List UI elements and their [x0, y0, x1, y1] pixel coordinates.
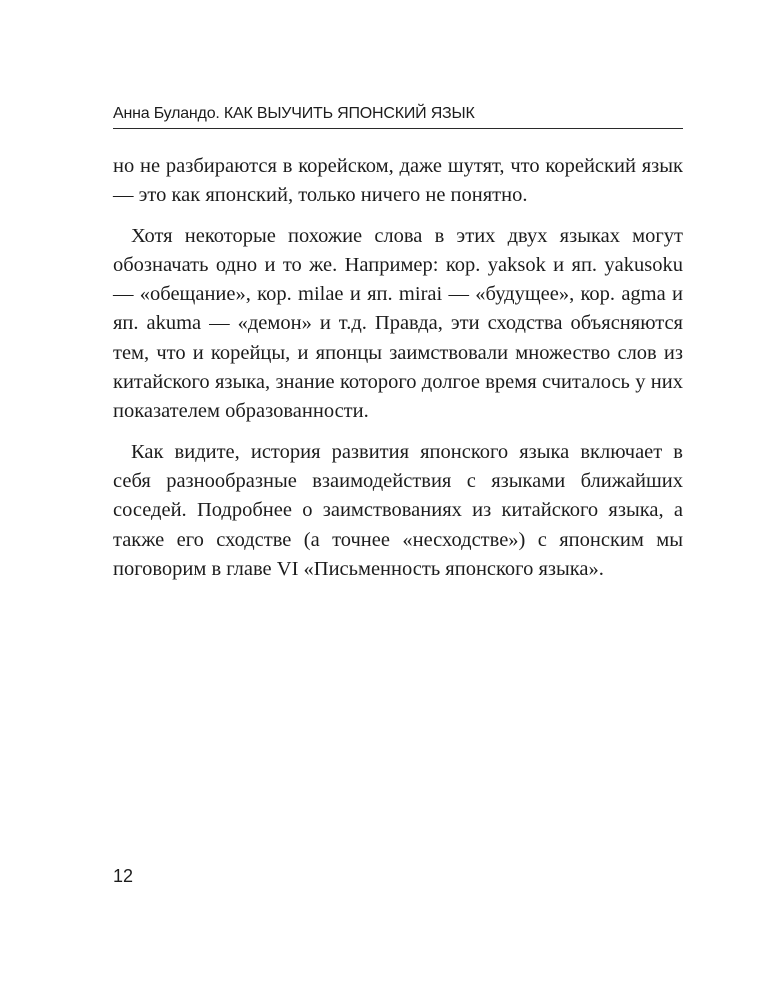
- paragraph-similar-words: Хотя некоторые похожие слова в этих двух языках могут обозначать одно и то же. Например: кор. yaksok и яп. yakusoku — «обещание», кор. milae и яп. mirai — «будущее», кор. agma и яп. akuma — «демон» и т.д. Правда, эти сходства объясняются тем, что и корейцы, и японцы заимствовали множество слов из китайского языка, знание которого долгое время считалось у них показателем образованности.: [113, 224, 683, 423]
- running-header: [113, 105, 683, 129]
- paragraph-continuation: но не разбираются в корейском, даже шутят, что корейский язык — это как японский, только ничего не понятно.: [113, 155, 683, 207]
- paragraph-history: Как видите, история развития японского языка включает в себя разнообразные взаимодействия с языками ближайших соседей. Подробнее о заимствованиях из китайского языка, а также его сходстве (а точнее «несходстве») с японским мы поговорим в главе VI «Письменность японского языка».: [113, 440, 683, 580]
- page-number: 12: [113, 866, 134, 886]
- header-author: Анна Буландо.: [113, 105, 220, 122]
- page-body: [113, 152, 683, 595]
- header-book-title: КАК ВЫУЧИТЬ ЯПОНСКИЙ ЯЗЫК: [223, 105, 475, 122]
